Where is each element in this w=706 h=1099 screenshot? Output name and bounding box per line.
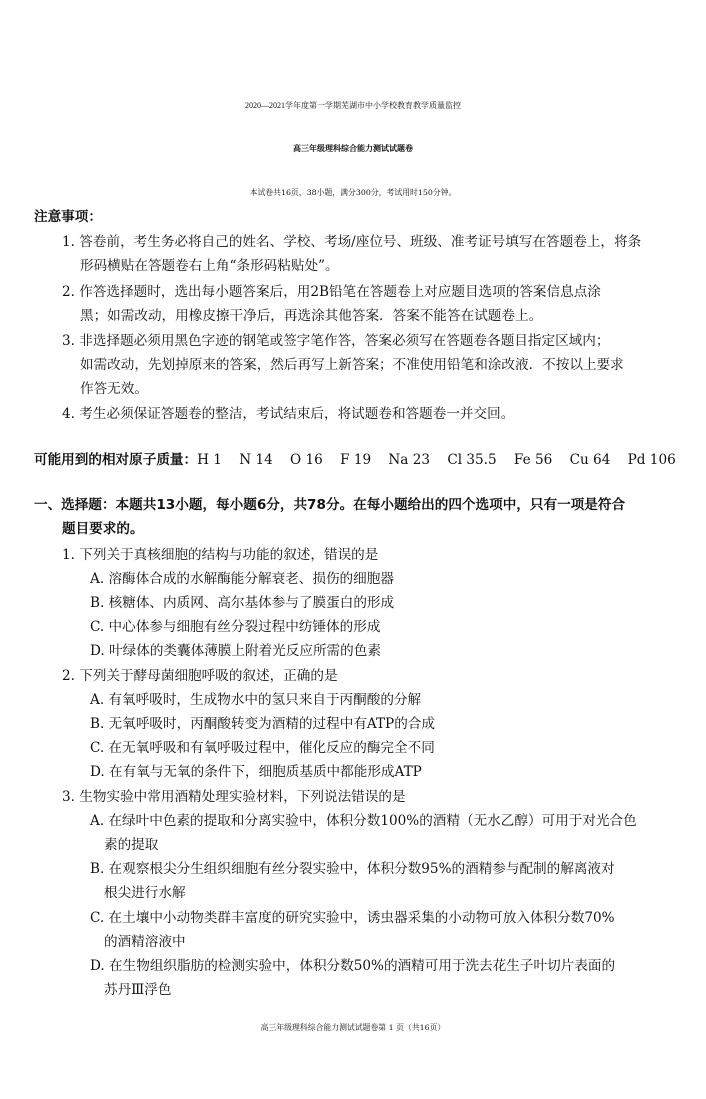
q1-option-d: D. 叶绿体的类囊体薄膜上附着光反应所需的色素 [90,643,381,659]
section1-heading-line-2: 题目要求的。 [62,521,144,537]
question-3-stem: 3. 生物实验中常用酒精处理实验材料，下列说法错误的是 [62,789,406,805]
q3-option-a-line-2: 素的提取 [104,837,159,853]
note-3-line-2: 如需改动，先划掉原来的答案，然后再写上新答案；不准使用铅笔和涂改液．不按以上要求 [80,357,624,373]
exam-subtitle: 本试卷共16页，38小题，满分300分，考试用时150分钟。 [249,188,457,197]
section1-heading-line-1: 一、选择题：本题共13小题，每小题6分，共78分。在每小题给出的四个选项中，只有一项是符合 [34,497,626,513]
note-2-line-2: 黑；如需改动，用橡皮擦干净后，再选涂其他答案．答案不能答在试题卷上。 [80,308,543,324]
q1-option-a: A. 溶酶体合成的水解酶能分解衰老、损伤的细胞器 [90,571,394,587]
note-3-line-3: 作答无效。 [80,381,148,397]
exam-title: 高三年级理科综合能力测试试题卷 [293,144,413,153]
q2-option-c: C. 在无氧呼吸和有氧呼吸过程中，催化反应的酶完全不同 [90,740,435,756]
note-4-line-1: 4. 考生必须保证答题卷的整洁，考试结束后，将试题卷和答题卷一并交回。 [62,406,515,422]
q2-option-d: D. 在有氧与无氧的条件下，细胞质基质中都能形成ATP [90,764,422,780]
q3-option-a-line-1: A. 在绿叶中色素的提取和分离实验中，体积分数100%的酒精（无水乙醇）可用于对光合色 [90,813,637,829]
q3-option-d-line-1: D. 在生物组织脂肪的检测实验中，体积分数50%的酒精可用于洗去花生子叶切片表面的 [90,958,616,974]
question-1-stem: 1. 下列关于真核细胞的结构与功能的叙述，错误的是 [62,547,379,563]
q2-option-b: B. 无氧呼吸时，丙酮酸转变为酒精的过程中有ATP的合成 [90,716,435,732]
atomic-mass-line [34,451,676,469]
q3-option-c-line-2: 的酒精溶液中 [104,934,186,950]
note-1-line-1: 1. 答卷前，考生务必将自己的姓名、学校、考场/座位号、班级、准考证号填写在答题卷上，将条 [62,234,642,250]
note-2-line-1: 2. 作答选择题时，选出每小题答案后，用2B铅笔在答题卷上对应题目选项的答案信息点涂 [62,284,601,300]
atomic-mass-label: 可能用到的相对原子质量： [34,452,198,468]
q3-option-d-line-2: 苏丹Ⅲ浮色 [104,982,172,998]
q3-option-b-line-2: 根尖进行水解 [104,885,186,901]
q3-option-b-line-1: B. 在观察根尖分生组织细胞有丝分裂实验中，体积分数95%的酒精参与配制的解离液对 [90,861,615,877]
q3-option-c-line-1: C. 在土壤中小动物类群丰富度的研究实验中，诱虫器采集的小动物可放入体积分数70% [90,910,615,926]
notes-heading: 注意事项： [34,209,102,225]
q2-option-a: A. 有氧呼吸时，生成物水中的氢只来自于丙酮酸的分解 [90,692,422,708]
note-3-line-1: 3. 非选择题必须用黑色字迹的钢笔或签字笔作答，答案必须写在答题卷各题目指定区域内； [62,333,610,349]
note-1-line-2: 形码横贴在答题卷右上角“条形码粘贴处”。 [80,258,339,274]
q1-option-b: B. 核糖体、内质网、高尔基体参与了膜蛋白的形成 [90,595,395,611]
q1-option-c: C. 中心体参与细胞有丝分裂过程中纺锤体的形成 [90,619,381,635]
question-2-stem: 2. 下列关于酵母菌细胞呼吸的叙述，正确的是 [62,668,338,684]
page-footer: 高三年级理科综合能力测试试题卷第 1 页（共16页） [260,1023,446,1032]
exam-supertitle: 2020—2021学年度第一学期芜湖市中小学校教育教学质量监控 [245,101,461,110]
atomic-mass-values: H 1 N 14 O 16 F 19 Na 23 Cl 35.5 Fe 56 Cu 64 Pd 106 [197,452,676,468]
